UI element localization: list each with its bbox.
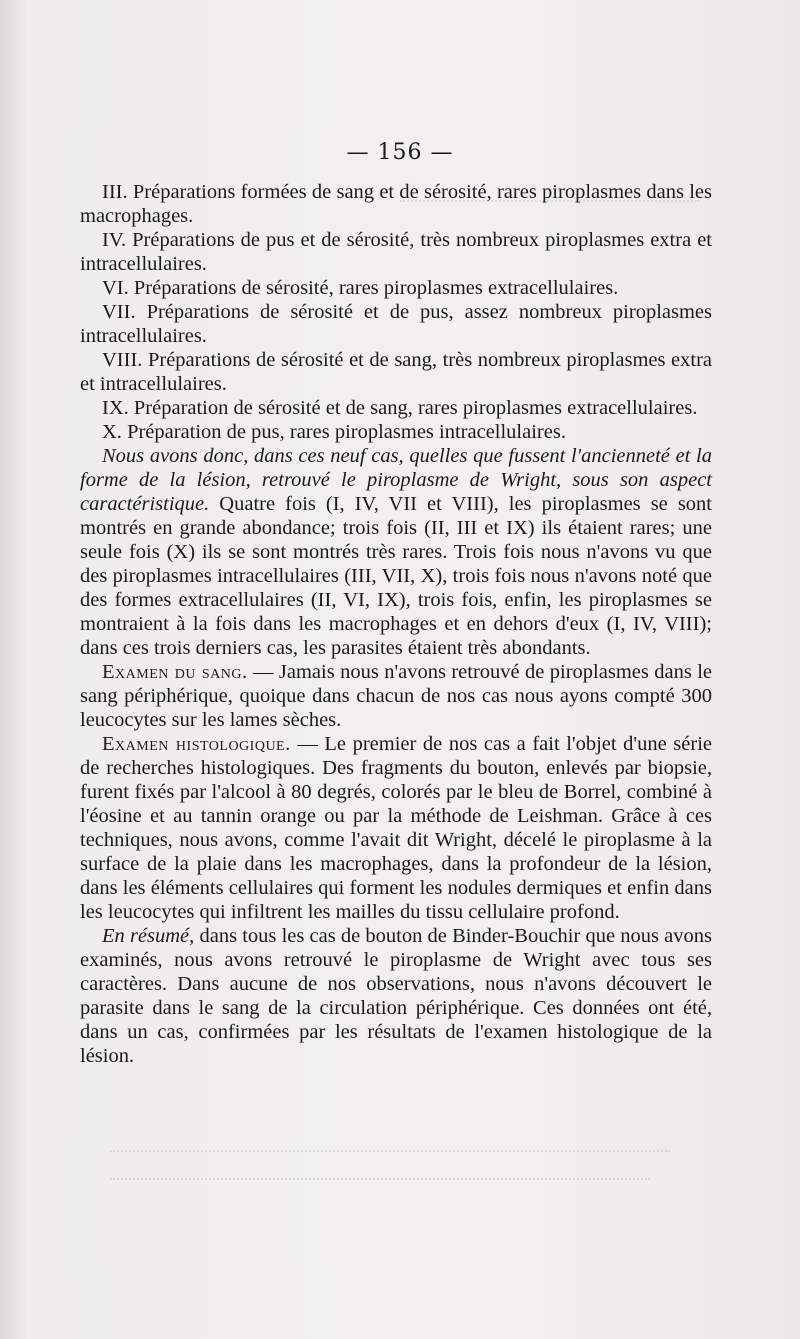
summary-paragraph bbox=[80, 444, 712, 660]
item-text: Préparation de sérosité et de sang, rares piroplasmes extracellulaires. bbox=[128, 397, 698, 419]
conclusion-paragraph bbox=[80, 924, 712, 1068]
item-label: X. bbox=[102, 421, 122, 443]
item-text: Préparation de pus, rares piroplasmes intracellulaires. bbox=[121, 421, 566, 443]
show-through bbox=[110, 1150, 670, 1160]
item-text: Préparations de sérosité et de pus, assez nombreux piroplasmes intracellulaires. bbox=[80, 301, 712, 347]
blood-exam-heading: Examen du sang. bbox=[102, 661, 248, 683]
list-item bbox=[80, 180, 712, 228]
conclusion-text: , dans tous les cas de bouton de Binder-Bouchir que nous avons examinés, nous avons retrouvé le piroplasme de Wright avec tous ses caractères. Dans aucune de nos observations, nous n'avons découvert le parasite dans le sang de la circulation périphérique. Ces données ont été, dans un cas, confirmées par les résultats de l'examen histologique de la lésion. bbox=[80, 925, 713, 1067]
summary-italic: Nous avons donc, dans ces neuf cas, quelles que fussent l'ancienneté et la forme de la lésion, retrouvé le piroplasme de Wright, sous son aspect caractéristique. bbox=[80, 445, 712, 515]
list-item bbox=[80, 396, 712, 420]
histo-exam-heading: Examen histologique. bbox=[102, 733, 291, 755]
item-label: III. bbox=[102, 181, 128, 203]
list-item bbox=[80, 300, 712, 348]
item-label: VI. bbox=[102, 277, 129, 299]
item-text: Préparations formées de sang et de sérosité, rares piroplasmes dans les macrophages. bbox=[80, 181, 712, 227]
item-label: IV. bbox=[102, 229, 127, 251]
item-text: Préparations de sérosité et de sang, très nombreux piroplasmes extra et intracellulaires. bbox=[80, 349, 712, 395]
histo-exam-text: — Le premier de nos cas a fait l'objet d'une série de recherches histologiques. Des fragments du bouton, enlevés par biopsie, furent fixés par l'alcool à 80 degrés, colorés par le bleu de Borrel, combiné à l'éosine et au tannin orange ou par la méthode de Leishman. Grâce à ces techniques, nous avons, comme l'avait dit Wright, décelé le piroplasme à la surface de la plaie dans les macrophages, dans la profondeur de la lésion, dans les éléments cellulaires qui forment les nodules dermiques et enfin dans les leucocytes qui infiltrent les mailles du tissu cellulaire profond. bbox=[80, 733, 712, 923]
show-through bbox=[110, 1178, 650, 1188]
body-text bbox=[80, 180, 712, 1068]
list-item bbox=[80, 276, 712, 300]
item-label: VII. bbox=[102, 301, 136, 323]
blood-exam-paragraph bbox=[80, 660, 712, 732]
summary-text: Quatre fois (I, IV, VII et VIII), les piroplasmes se sont montrés en grande abondance; trois fois (II, III et IX) ils étaient rares; une seule fois (X) ils se sont montrés très rares. Trois fois nous n'avons vu que des piroplasmes intracellulaires (III, VII, X), trois fois nous n'avons noté que des formes extracellulaires (II, VI, IX), trois fois, enfin, les piroplasmes se montraient à la fois dans les macrophages et en dehors d'eux (I, IV, VIII); dans ces trois derniers cas, les parasites étaient très abondants. bbox=[80, 493, 712, 659]
item-label: VIII. bbox=[102, 349, 143, 371]
item-text: Préparations de pus et de sérosité, très nombreux piroplasmes extra et intracellulaires. bbox=[80, 229, 712, 275]
item-label: IX. bbox=[102, 397, 129, 419]
list-item bbox=[80, 348, 712, 396]
conclusion-italic: En résumé bbox=[102, 925, 190, 947]
list-item bbox=[80, 420, 712, 444]
page-number: — 156 — bbox=[346, 140, 454, 165]
histo-exam-paragraph bbox=[80, 732, 712, 924]
item-text: Préparations de sérosité, rares piroplasmes extracellulaires. bbox=[128, 277, 619, 299]
blood-exam-text: — Jamais nous n'avons retrouvé de piroplasmes dans le sang périphérique, quoique dans chacun de nos cas nous ayons compté 300 leucocytes sur les lames sèches. bbox=[80, 661, 712, 731]
list-item bbox=[80, 228, 712, 276]
